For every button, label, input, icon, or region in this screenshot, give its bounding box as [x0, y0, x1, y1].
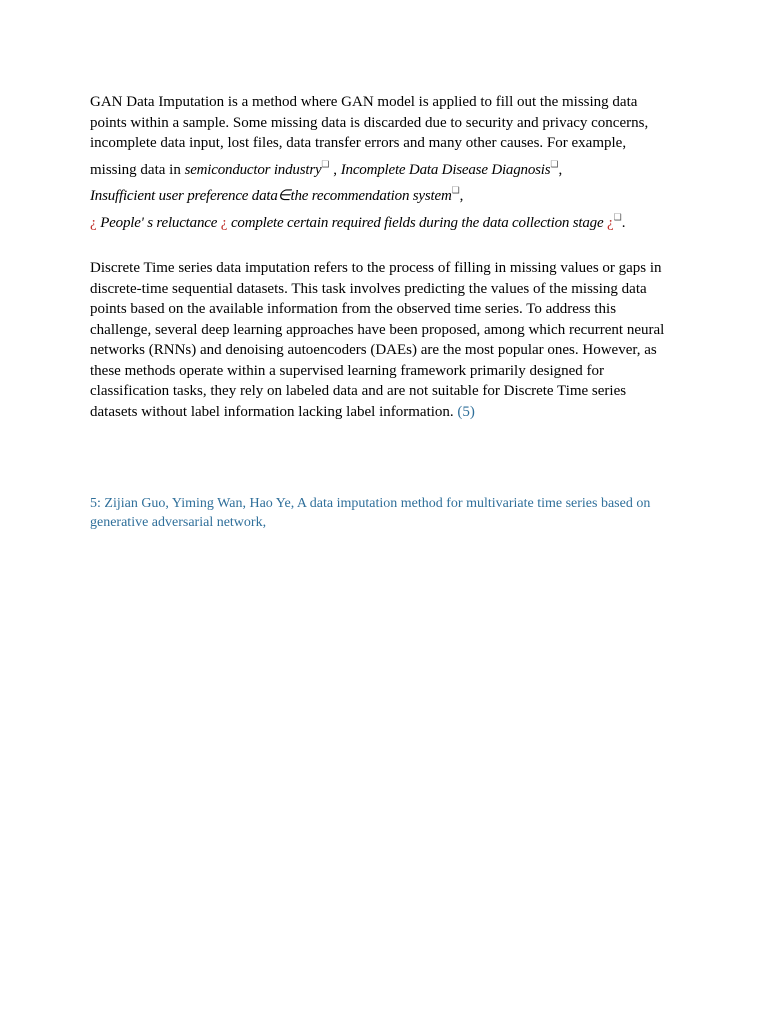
- paragraph-text: Discrete Time series data imputation refers to the process of filling in missing values or gaps in discrete-time sequential datasets. This task involves predicting the values of the missing data points based on the available information from the observed time series. To address this challenge, several deep learning approaches have been proposed, among which recurrent neural networks (RNNs) and denoising autoencoders (DAEs) are the most popular ones. However, as these methods operate within a supervised learning framework primarily designed for classification tasks, they rely on labeled data and are not suitable for Discrete Time series datasets without label information lacking label information.: [90, 260, 665, 420]
- footnote: 5: Zijian Guo, Yiming Wan, Hao Ye, A data imputation method for multivariate time series based on generative adversarial network,: [90, 496, 651, 530]
- paragraph-gan-imputation: [90, 92, 670, 233]
- inverted-question-mark: ¿: [606, 214, 614, 231]
- placeholder-box-icon: ❏: [550, 158, 559, 169]
- equation-term-reluctance: People' s reluctance: [96, 214, 221, 231]
- paragraph-line: points within a sample. Some missing data is discarded due to security and privacy concerns,: [90, 114, 649, 131]
- line-prefix: missing data in: [90, 161, 185, 178]
- paragraph-line: [90, 154, 670, 181]
- paragraph-line: incomplete data input, lost files, data transfer errors and many other causes. For example,: [90, 135, 627, 151]
- separator: ,: [558, 161, 563, 178]
- inverted-question-mark: ¿: [220, 214, 228, 231]
- equation-term-collection: complete certain required fields during the data collection stage: [227, 214, 607, 231]
- paragraph-line: [90, 180, 670, 207]
- placeholder-box-icon: ❏: [451, 185, 460, 195]
- citation-link[interactable]: (5): [457, 403, 475, 420]
- paragraph-discrete-time: [90, 258, 670, 422]
- equation-term-recommendation: Insufficient user preference data∈the recommendation system: [90, 188, 452, 204]
- equation-term-disease: Incomplete Data Disease Diagnosis: [340, 161, 551, 178]
- equation-term-semiconductor: semiconductor industry: [184, 161, 322, 178]
- sentence-end: .: [621, 214, 626, 231]
- separator: ,: [459, 188, 464, 204]
- separator: ,: [329, 161, 341, 178]
- placeholder-box-icon: ❑: [613, 211, 622, 222]
- paragraph-line: GAN Data Imputation is a method where GAN model is applied to fill out the missing data: [90, 94, 638, 110]
- placeholder-box-icon: ❏: [321, 158, 330, 169]
- inverted-question-mark: ¿: [90, 214, 97, 231]
- paragraph-line: [90, 207, 670, 234]
